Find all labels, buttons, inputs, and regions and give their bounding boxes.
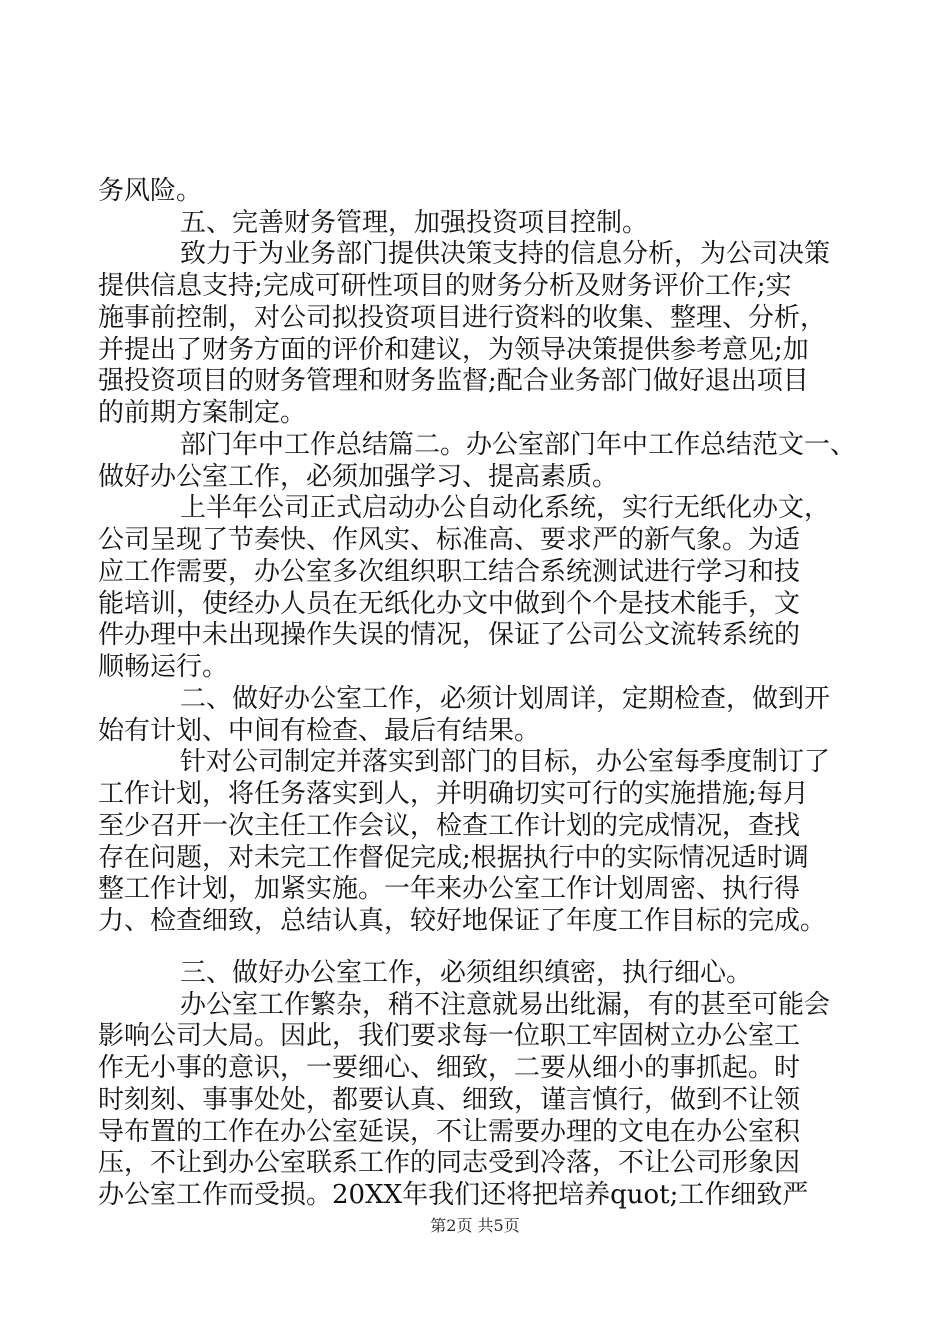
text-line: 针对公司制定并落实到部门的目标，办公室每季度制订了	[180, 747, 831, 777]
text-line: 的前期方案制定。	[98, 398, 307, 428]
text-line: 顺畅运行。	[98, 652, 229, 682]
text-line: 强投资项目的财务管理和财务监督;配合业务部门做好退出项目	[98, 366, 809, 396]
text-line: 做好办公室工作，必须加强学习、提高素质。	[98, 462, 619, 492]
text-line: 并提出了财务方面的评价和建议，为领导决策提供参考意见;加	[98, 335, 809, 365]
text-line: 影响公司大局。因此，我们要求每一位职工牢固树立办公室工	[98, 1021, 801, 1051]
text-line: 办公室工作而受损。20XX年我们还将把培养quot;工作细致严	[98, 1180, 809, 1210]
page-number-footer: 第2页 共5页	[430, 1216, 520, 1235]
text-line: 至少召开一次主任工作会议，检查工作计划的完成情况，查找	[98, 811, 801, 841]
text-line: 能培训，使经办人员在无纸化办文中做到个个是技术能手，文	[98, 589, 801, 619]
section-heading: 二、做好办公室工作，必须计划周详，定期检查，做到开	[180, 684, 831, 714]
text-line: 工作计划，将任务落实到人，并明确切实可行的实施措施;每月	[98, 779, 809, 809]
text-line: 施事前控制，对公司拟投资项目进行资料的收集、整理、分析，	[98, 303, 827, 333]
text-line: 件办理中未出现操作失误的情况，保证了公司公文流转系统的	[98, 620, 801, 650]
text-line: 整工作计划，加紧实施。一年来办公室工作计划周密、执行得	[98, 874, 801, 904]
text-line: 务风险。	[98, 176, 203, 206]
text-line: 致力于为业务部门提供决策支持的信息分析，为公司决策	[180, 239, 831, 269]
section-heading: 三、做好办公室工作，必须组织缜密，执行细心。	[180, 958, 753, 988]
text-line: 力、检查细致，总结认真，较好地保证了年度工作目标的完成。	[98, 906, 827, 936]
text-line: 公司呈现了节奏快、作风实、标准高、要求严的新气象。为适	[98, 525, 801, 555]
text-line: 始有计划、中间有检查、最后有结果。	[98, 716, 541, 746]
text-line: 压，不让到办公室联系工作的同志受到冷落，不让公司形象因	[98, 1148, 801, 1178]
text-line: 提供信息支持;完成可研性项目的财务分析及财务评价工作;实	[98, 271, 792, 301]
text-line: 部门年中工作总结篇二。办公室部门年中工作总结范文一、	[180, 430, 857, 460]
text-line: 作无小事的意识，一要细心、细致，二要从细小的事抓起。时	[98, 1053, 801, 1083]
section-heading: 五、完善财务管理，加强投资项目控制。	[180, 208, 649, 238]
text-line: 时刻刻、事事处处，都要认真、细致，谨言慎行，做到不让领	[98, 1085, 801, 1115]
text-line: 办公室工作繁杂，稍不注意就易出纰漏，有的甚至可能会	[180, 990, 831, 1020]
text-line: 上半年公司正式启动办公自动化系统，实行无纸化办文，	[180, 493, 831, 523]
text-line: 存在问题，对未完工作督促完成;根据执行中的实际情况适时调	[98, 843, 809, 873]
text-line: 应工作需要，办公室多次组织职工结合系统测试进行学习和技	[98, 557, 801, 587]
text-line: 导布置的工作在办公室延误，不让需要办理的文电在办公室积	[98, 1117, 801, 1147]
